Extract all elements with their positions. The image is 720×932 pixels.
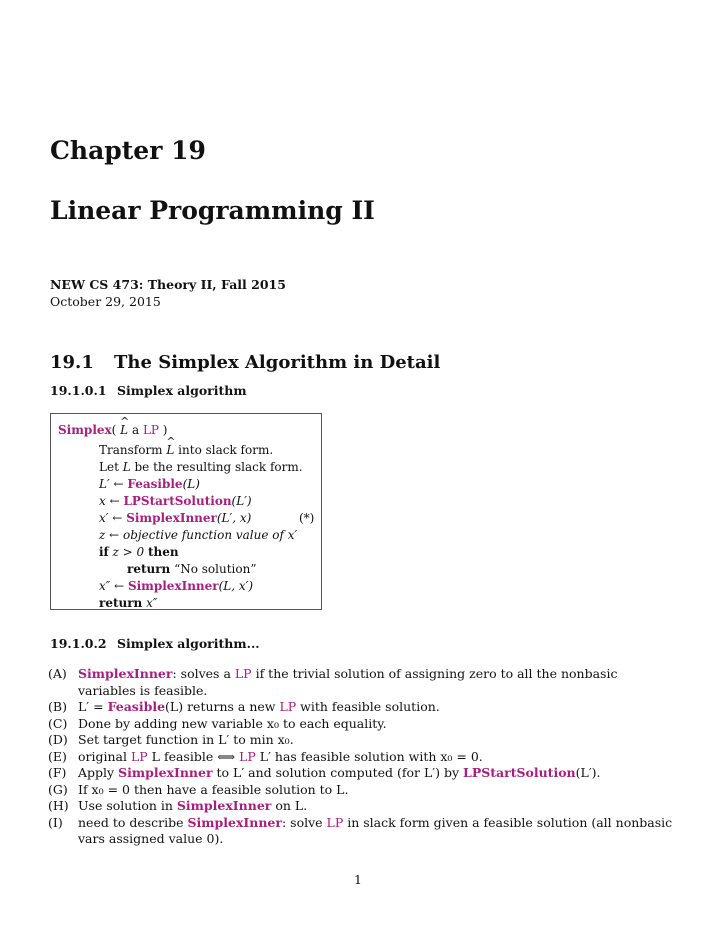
algo-star-mark: (*) (299, 511, 315, 525)
list-item (48, 699, 678, 716)
algo-text: z > 0 (108, 545, 149, 559)
algo-text: Let (99, 460, 123, 474)
list-item-label: (H) (48, 798, 69, 813)
subsubsection-heading-2 (50, 636, 260, 651)
list-item-text: need to describe (78, 814, 188, 830)
algo-text: a (128, 423, 143, 437)
chapter-number: Chapter 19 (50, 136, 206, 165)
lp-term: LP (326, 814, 344, 830)
algo-line-9 (99, 579, 253, 593)
algo-line-5 (99, 511, 251, 525)
function-name: Feasible (107, 699, 166, 714)
subsubsection-title: Simplex algorithm (117, 383, 247, 398)
subsubsection-title: Simplex algorithm... (117, 636, 260, 651)
page-number: 1 (354, 872, 362, 887)
list-item-label: (F) (48, 765, 67, 780)
section-number: 19.1 (50, 352, 94, 373)
list-item-text: L feasible ⟺ (147, 748, 240, 764)
algo-var: ^ L (120, 423, 128, 437)
subsubsection-number: 19.1.0.2 (50, 636, 107, 651)
list-item-text: Apply (78, 765, 119, 780)
algo-var: ^ L (166, 443, 174, 457)
list-item (48, 666, 678, 699)
algo-keyword: if (99, 545, 109, 559)
function-name: LPStartSolution (463, 765, 576, 780)
list-item-text: (L′). (575, 765, 601, 780)
lp-term: LP (239, 748, 256, 764)
algo-text: be the resulting slack form. (130, 460, 303, 474)
list-item-label: (I) (48, 814, 63, 830)
list-item-label: (B) (48, 699, 67, 714)
list-item-label: (G) (48, 781, 68, 797)
function-name: SimplexInner (187, 814, 282, 830)
algo-line-8 (127, 562, 256, 576)
list-item (48, 749, 678, 766)
list-item-text: If x₀ = 0 then have a feasible solution to L. (78, 781, 349, 797)
algo-keyword: then (148, 545, 179, 559)
algorithm-box (50, 413, 322, 610)
algo-text: x″ ← (99, 579, 128, 593)
algo-keyword: return (127, 562, 171, 576)
algo-text: L′ ← (99, 477, 128, 491)
algo-text: x ← (99, 494, 124, 508)
lp-term: LP (234, 666, 252, 681)
list-item-text: : solves a (172, 666, 235, 681)
list-item-text: with feasible solution. (296, 699, 440, 714)
algo-fn: SimplexInner (126, 511, 217, 525)
list-item-text: Use solution in (78, 798, 177, 813)
function-name: SimplexInner (78, 666, 173, 681)
list-item-text: Done by adding new variable x₀ to each equality. (78, 715, 387, 731)
list-item (48, 732, 678, 749)
algo-text: (L′) (231, 494, 252, 508)
algo-text: (L′, x) (216, 511, 252, 525)
algo-keyword: return (99, 596, 143, 610)
algo-line-7 (99, 545, 179, 559)
algo-line-6: z ← objective function value of x′ (99, 528, 298, 542)
algo-line-3 (99, 477, 200, 491)
list-item-text: (L) returns a new (165, 699, 280, 714)
list-item (48, 716, 678, 733)
lp-term: LP (130, 748, 148, 764)
algo-fn: Feasible (127, 477, 183, 491)
list-item-label: (D) (48, 732, 68, 747)
course-line: NEW CS 473: Theory II, Fall 2015 (50, 277, 286, 292)
list-item-label: (E) (48, 748, 67, 764)
function-name: SimplexInner (176, 798, 272, 813)
algo-line-2 (99, 460, 303, 474)
list-item-text: on L. (271, 798, 308, 813)
list-item-text: L′ = (78, 699, 108, 714)
date-line: October 29, 2015 (50, 294, 161, 309)
algo-line-10 (99, 596, 157, 610)
algo-lp: LP (142, 423, 159, 437)
algo-fn-name: Simplex (58, 423, 112, 437)
enumerated-list (48, 666, 678, 848)
algo-var: L (122, 460, 131, 474)
algo-text: x′ ← (99, 511, 127, 525)
algo-text: “No solution” (170, 562, 257, 576)
algo-fn: LPStartSolution (123, 494, 232, 508)
list-item-text: to L′ and solution computed (for L′) by (212, 765, 464, 780)
algo-text: (L, x′) (218, 579, 254, 593)
algo-var: x″ (142, 596, 158, 610)
list-item-text: Set target function in L′ to min x₀. (78, 732, 294, 747)
algo-fn: SimplexInner (127, 579, 219, 593)
subsubsection-number: 19.1.0.1 (50, 383, 107, 398)
algo-text: into slack form. (174, 443, 274, 457)
list-item-text: original (78, 748, 131, 764)
subsubsection-heading-1 (50, 383, 247, 398)
section-heading (50, 352, 440, 373)
list-item-text: L′ has feasible solution with x₀ = 0. (255, 748, 483, 764)
list-item-text: if the trivial solution of assigning zero to all the nonbasic variables is feasible. (78, 666, 618, 698)
list-item (48, 782, 678, 799)
algo-text: Transform (99, 443, 167, 457)
list-item-text: : solve (281, 814, 327, 830)
algo-line-4 (99, 494, 252, 508)
function-name: SimplexInner (118, 765, 213, 780)
section-title: The Simplex Algorithm in Detail (114, 352, 441, 373)
list-item-label: (A) (48, 666, 67, 681)
algo-paren: ) (158, 423, 168, 437)
list-item (48, 815, 678, 848)
algo-paren: ( (111, 423, 121, 437)
list-item-label: (C) (48, 715, 68, 731)
algo-header (58, 423, 167, 437)
list-item (48, 798, 678, 815)
list-item-text: in slack form given a feasible solution (all nonbasic vars assigned value 0). (78, 814, 673, 846)
lp-term: LP (279, 699, 297, 714)
algo-text: (L) (182, 477, 200, 491)
chapter-title: Linear Programming II (50, 196, 375, 225)
algo-line-1 (99, 443, 273, 457)
list-item (48, 765, 678, 782)
